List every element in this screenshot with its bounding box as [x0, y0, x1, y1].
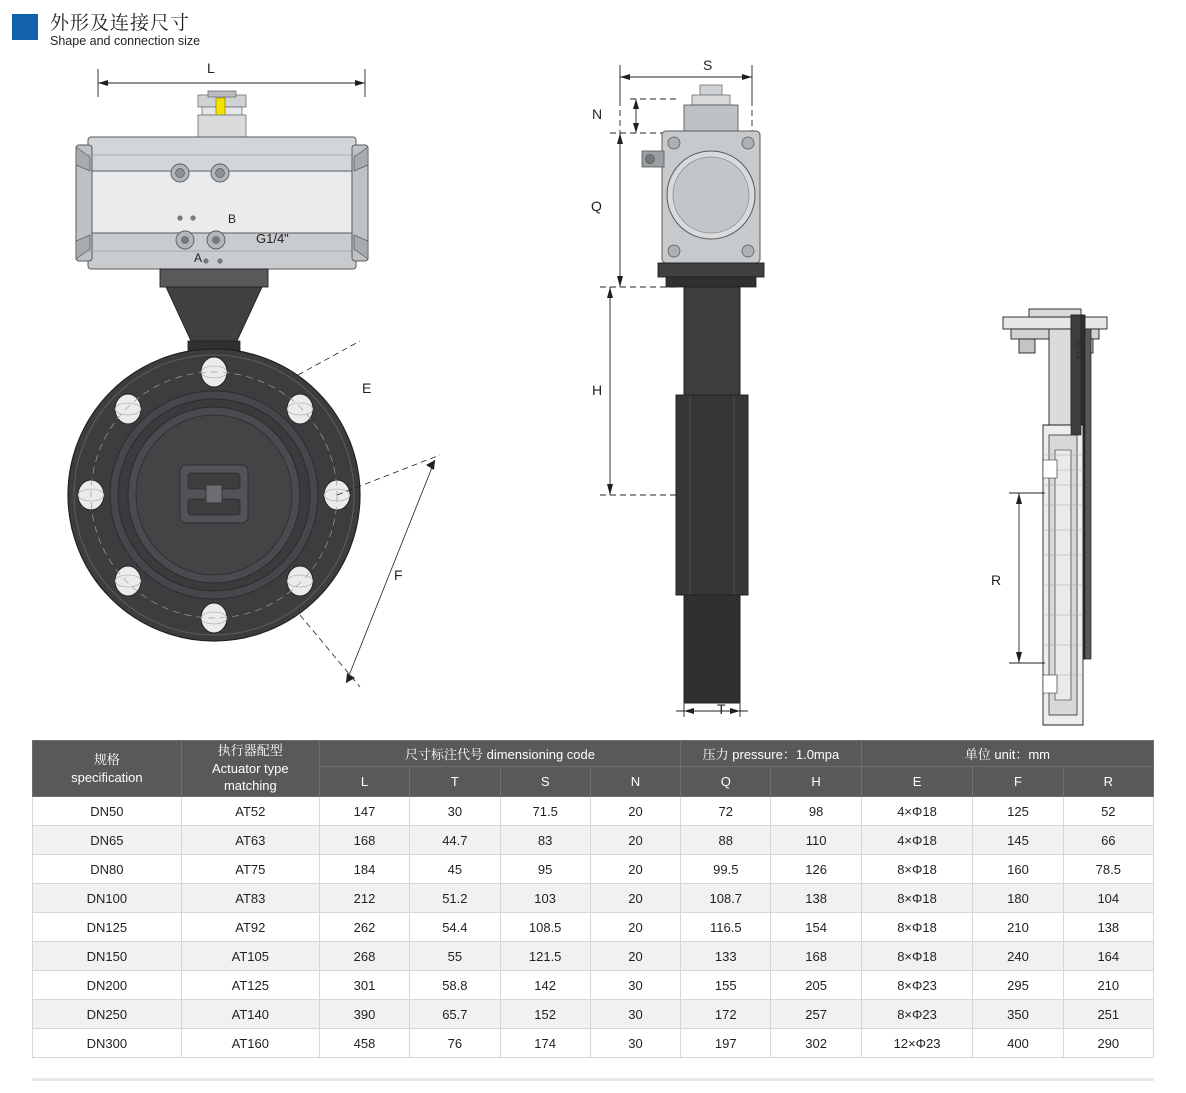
cell-spec: DN80: [33, 855, 182, 884]
cell-R: 104: [1063, 884, 1153, 913]
cell-Q: 72: [681, 797, 771, 826]
cell-actuator: AT125: [181, 971, 319, 1000]
table-row: [33, 971, 1154, 1000]
cell-F: 295: [973, 971, 1063, 1000]
cell-N: 20: [590, 797, 680, 826]
cell-L: 458: [319, 1029, 409, 1058]
cell-N: 30: [590, 971, 680, 1000]
table-row: [33, 942, 1154, 971]
cell-T: 76: [410, 1029, 500, 1058]
table-row: [33, 797, 1154, 826]
header-specification: [33, 741, 182, 797]
dim-label-N: N: [592, 106, 603, 122]
cell-S: 174: [500, 1029, 590, 1058]
cell-actuator: AT92: [181, 913, 319, 942]
cell-R: 251: [1063, 1000, 1153, 1029]
table-row: [33, 884, 1154, 913]
cell-spec: DN200: [33, 971, 182, 1000]
header-actuator-en-2: matching: [223, 778, 277, 794]
cell-T: 65.7: [410, 1000, 500, 1029]
cell-L: 390: [319, 1000, 409, 1029]
cell-N: 20: [590, 942, 680, 971]
dim-label-Q: Q: [591, 198, 602, 214]
header-col-L: L: [319, 767, 409, 797]
table-row: [33, 826, 1154, 855]
cell-S: 108.5: [500, 913, 590, 942]
cell-Q: 108.7: [681, 884, 771, 913]
header-specification-en: specification: [71, 769, 143, 785]
cell-Q: 155: [681, 971, 771, 1000]
table-header-row-1: [33, 741, 1154, 767]
cell-F: 180: [973, 884, 1063, 913]
dim-label-R: R: [991, 572, 1002, 588]
cell-T: 54.4: [410, 913, 500, 942]
cell-E: 12×Φ23: [861, 1029, 973, 1058]
cell-L: 168: [319, 826, 409, 855]
cell-actuator: AT52: [181, 797, 319, 826]
cell-N: 20: [590, 855, 680, 884]
cell-N: 20: [590, 913, 680, 942]
dim-label-F: F: [394, 567, 403, 583]
header-col-H: H: [771, 767, 861, 797]
side-view-drawing: [580, 55, 910, 725]
cell-spec: DN150: [33, 942, 182, 971]
cell-T: 30: [410, 797, 500, 826]
cell-F: 125: [973, 797, 1063, 826]
dim-label-T: T: [717, 701, 726, 717]
cell-H: 168: [771, 942, 861, 971]
cell-E: 8×Φ23: [861, 971, 973, 1000]
cell-N: 30: [590, 1029, 680, 1058]
port-label-A: A: [194, 251, 203, 265]
cell-S: 152: [500, 1000, 590, 1029]
header-col-T: T: [410, 767, 500, 797]
header-col-N: N: [590, 767, 680, 797]
cell-H: 205: [771, 971, 861, 1000]
cell-actuator: AT160: [181, 1029, 319, 1058]
cell-R: 210: [1063, 971, 1153, 1000]
cell-L: 212: [319, 884, 409, 913]
header-actuator: [181, 741, 319, 797]
cell-E: 8×Φ18: [861, 855, 973, 884]
cell-S: 71.5: [500, 797, 590, 826]
dimension-table-wrapper: [32, 740, 1154, 1058]
header-accent-bar: [12, 14, 38, 40]
cell-N: 20: [590, 826, 680, 855]
front-view-drawing: [30, 55, 500, 715]
cell-S: 142: [500, 971, 590, 1000]
cell-L: 184: [319, 855, 409, 884]
port-label-B: B: [228, 212, 237, 226]
page-header: [0, 0, 1186, 60]
cell-R: 138: [1063, 913, 1153, 942]
table-row: [33, 913, 1154, 942]
header-actuator-cn: 执行器配型: [217, 743, 283, 759]
cell-N: 30: [590, 1000, 680, 1029]
cell-spec: DN250: [33, 1000, 182, 1029]
cell-T: 55: [410, 942, 500, 971]
cell-F: 400: [973, 1029, 1063, 1058]
cell-actuator: AT140: [181, 1000, 319, 1029]
thread-label: G1/4": [256, 231, 289, 246]
header-actuator-en-1: Actuator type: [212, 760, 289, 776]
cell-Q: 172: [681, 1000, 771, 1029]
cell-T: 58.8: [410, 971, 500, 1000]
cell-L: 147: [319, 797, 409, 826]
cell-F: 160: [973, 855, 1063, 884]
dim-label-E: E: [362, 380, 372, 396]
cell-L: 262: [319, 913, 409, 942]
cell-N: 20: [590, 884, 680, 913]
cell-actuator: AT83: [181, 884, 319, 913]
cell-spec: DN100: [33, 884, 182, 913]
cell-Q: 133: [681, 942, 771, 971]
cell-F: 350: [973, 1000, 1063, 1029]
cell-Q: 99.5: [681, 855, 771, 884]
header-col-R: R: [1063, 767, 1153, 797]
page-title-cn: 外形及连接尺寸: [50, 13, 191, 34]
cell-R: 164: [1063, 942, 1153, 971]
cell-spec: DN50: [33, 797, 182, 826]
cell-L: 268: [319, 942, 409, 971]
dimension-table: [32, 740, 1154, 1058]
cell-F: 145: [973, 826, 1063, 855]
cell-R: 66: [1063, 826, 1153, 855]
dim-label-L: L: [207, 60, 215, 76]
cell-R: 78.5: [1063, 855, 1153, 884]
header-col-E: E: [861, 767, 973, 797]
cell-H: 257: [771, 1000, 861, 1029]
cell-actuator: AT63: [181, 826, 319, 855]
cell-T: 45: [410, 855, 500, 884]
cell-F: 240: [973, 942, 1063, 971]
cell-S: 83: [500, 826, 590, 855]
header-unit: 单位 unit：mm: [861, 741, 1153, 767]
cell-spec: DN300: [33, 1029, 182, 1058]
cell-Q: 88: [681, 826, 771, 855]
technical-drawing-area: [0, 55, 1186, 735]
cell-E: 8×Φ18: [861, 942, 973, 971]
cell-H: 110: [771, 826, 861, 855]
cell-S: 103: [500, 884, 590, 913]
cell-Q: 197: [681, 1029, 771, 1058]
table-row: [33, 1029, 1154, 1058]
table-row: [33, 1000, 1154, 1029]
dim-label-S: S: [703, 57, 713, 73]
footer-divider: [32, 1078, 1154, 1081]
cell-H: 98: [771, 797, 861, 826]
cell-L: 301: [319, 971, 409, 1000]
cell-E: 8×Φ18: [861, 913, 973, 942]
cell-H: 154: [771, 913, 861, 942]
cell-Q: 116.5: [681, 913, 771, 942]
cell-actuator: AT105: [181, 942, 319, 971]
dim-label-H: H: [592, 382, 603, 398]
cell-S: 121.5: [500, 942, 590, 971]
cell-E: 8×Φ18: [861, 884, 973, 913]
header-pressure: 压力 pressure：1.0mpa: [681, 741, 862, 767]
cell-F: 210: [973, 913, 1063, 942]
page-title-en: Shape and connection size: [50, 34, 201, 48]
header-col-S: S: [500, 767, 590, 797]
table-row: [33, 855, 1154, 884]
cell-spec: DN125: [33, 913, 182, 942]
cell-actuator: AT75: [181, 855, 319, 884]
cell-E: 4×Φ18: [861, 797, 973, 826]
cell-H: 302: [771, 1029, 861, 1058]
cell-spec: DN65: [33, 826, 182, 855]
table-body: [33, 797, 1154, 1058]
header-dimensioning-code: 尺寸标注代号 dimensioning code: [319, 741, 680, 767]
cell-E: 8×Φ23: [861, 1000, 973, 1029]
table-head: [33, 741, 1154, 797]
header-specification-cn: 规格: [93, 751, 120, 767]
header-col-Q: Q: [681, 767, 771, 797]
cell-T: 51.2: [410, 884, 500, 913]
header-col-F: F: [973, 767, 1063, 797]
cell-R: 290: [1063, 1029, 1153, 1058]
cell-E: 4×Φ18: [861, 826, 973, 855]
cell-T: 44.7: [410, 826, 500, 855]
cell-R: 52: [1063, 797, 1153, 826]
cell-H: 138: [771, 884, 861, 913]
cell-H: 126: [771, 855, 861, 884]
cell-S: 95: [500, 855, 590, 884]
